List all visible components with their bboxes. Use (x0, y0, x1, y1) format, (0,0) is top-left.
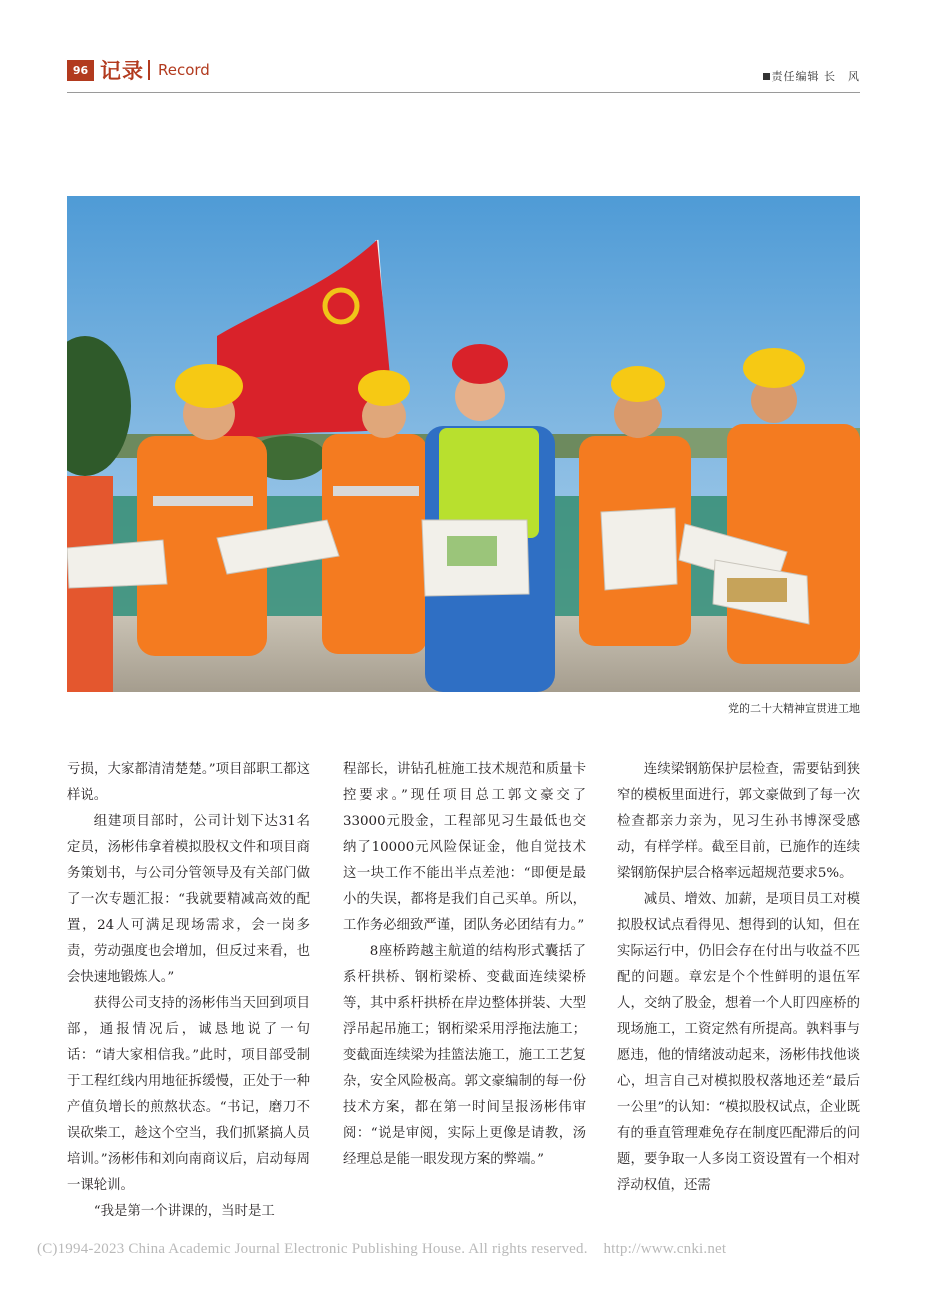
editor-credit (763, 68, 861, 84)
article-column-1 (67, 757, 310, 1225)
copyright-footer (37, 1241, 726, 1258)
paragraph: 组建项目部时，公司计划下达31名定员，汤彬伟拿着模拟股权文件和项目商务策划书，与公司分管领导及有关部门做了一次专题汇报：“我就要精减高效的配置，24人可满足现场需求，会一岗多责，劳动强度也会增加，但反过来看，也会快速地锻炼人。” (67, 814, 310, 985)
paragraph: 获得公司支持的汤彬伟当天回到项目部，通报情况后，诚恳地说了一句话：“请大家相信我。”此时，项目部受制于工程红线内用地征拆缓慢，正处于一种产值负增长的煎熬状态。“书记，磨刀不误砍柴工，趁这个空当，我们抓紧搞人员培训。”汤彬伟和刘向南商议后，启动每周一课轮训。 (67, 996, 310, 1193)
paragraph: 8座桥跨越主航道的结构形式囊括了系杆拱桥、钢桁梁桥、变截面连续梁桥等，其中系杆拱桥在岸边整体拼装、大型浮吊起吊施工；钢桁梁采用浮拖法施工；变截面连续梁为挂篮法施工，施工工艺复杂，安全风险极高。郭文豪编制的每一份技术方案，都在第一时间呈报汤彬伟审阅：“说是审阅，实际上更像是请教，汤经理总是能一眼发现方案的弊端。” (343, 944, 586, 1167)
editor-credit-text: 责任编辑 长 风 (771, 70, 860, 83)
section-title-cn: 记录 (100, 59, 144, 83)
copyright-text: (C)1994-2023 China Academic Journal Electronic Publishing House. All rights reserved. (37, 1241, 588, 1257)
paragraph: 连续梁钢筋保护层检查，需要钻到狭窄的模板里面进行，郭文豪做到了每一次检查都亲力亲为，见习生孙书博深受感动，有样学样。截至目前，已施作的连续梁钢筋保护层合格率远超规范要求5%。 (617, 762, 860, 881)
article-photo (67, 196, 860, 692)
article-column-3 (617, 757, 860, 1199)
footer-url: http://www.cnki.net (603, 1241, 727, 1257)
paragraph: 减员、增效、加薪，是项目员工对模拟股权试点看得见、想得到的认知，但在实际运行中，仍旧会存在付出与收益不匹配的问题。章宏是个个性鲜明的退伍军人，交纳了股金，想着一个人盯四座桥的现场施工，工资定然有所提高。孰料事与愿违，他的情绪波动起来，汤彬伟找他谈心，坦言自己对模拟股权落地还差“最后一公里”的认知：“模拟股权试点，企业既有的垂直管理难免存在制度匹配滞后的问题，要争取一人多岗工资设置有一个相对浮动权值，还需 (617, 892, 860, 1193)
article-column-2 (343, 757, 586, 1173)
page-number: 96 (67, 60, 94, 81)
paragraph: “我是第一个讲课的，当时是工 (93, 1204, 275, 1219)
square-bullet-icon (763, 73, 770, 80)
header-rule (67, 92, 860, 93)
paragraph: 程部长，讲钻孔桩施工技术规范和质量卡控要求。”现任项目总工郭文豪交了33000元股金，工程部见习生最低也交纳了10000元风险保证金，他自觉技术这一块工作不能出半点差池：“即便是最小的失误，都将是我们自己买单。所以，工作务必细致严谨，团队务必团结有力。” (343, 762, 586, 933)
photo-caption: 党的二十大精神宣贯进工地 (728, 702, 860, 715)
section-title-en: Record (158, 61, 210, 79)
paragraph: 亏损，大家都清清楚楚。”项目部职工都这样说。 (67, 762, 310, 803)
section-divider (148, 60, 150, 80)
page-header (67, 58, 860, 94)
